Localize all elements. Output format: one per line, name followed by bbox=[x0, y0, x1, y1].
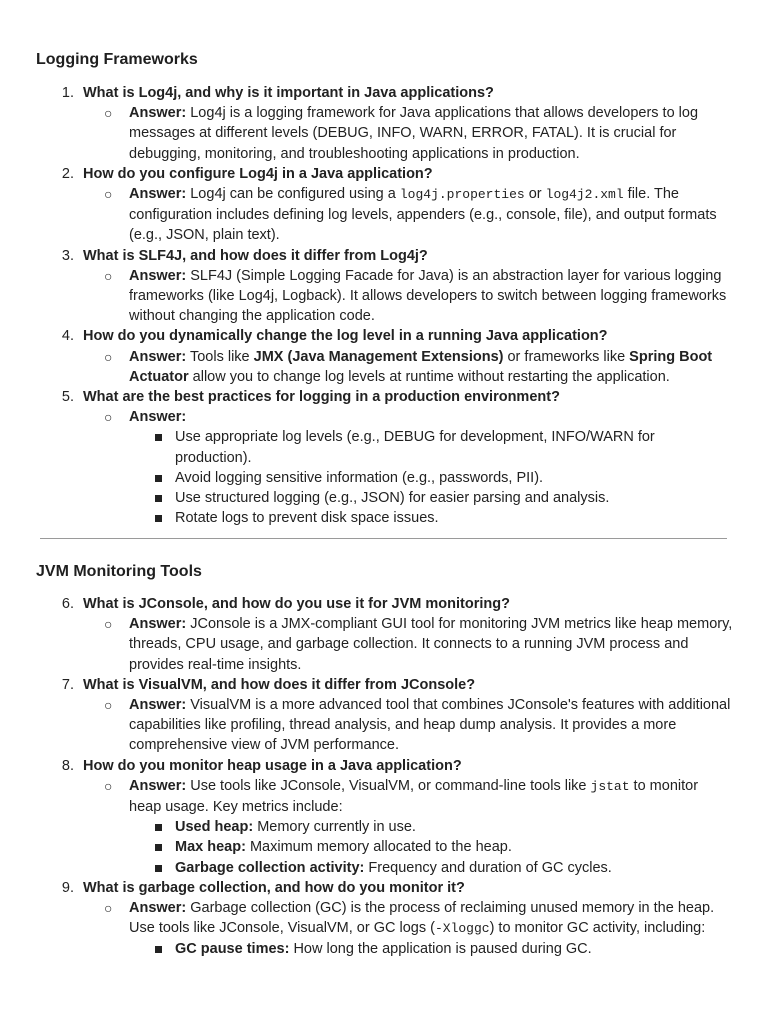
question-text: What are the best practices for logging in a production environment? bbox=[83, 389, 560, 406]
bullet-text: Use appropriate log levels (e.g., DEBUG for development, INFO/WARN for production). bbox=[175, 429, 655, 466]
answer-text: ) to monitor GC activity, including: bbox=[489, 920, 706, 937]
question-item-9 bbox=[0, 878, 768, 960]
answer-text: or frameworks like bbox=[503, 348, 630, 365]
question-number: 4. bbox=[61, 328, 74, 345]
filled-square-bullet-icon bbox=[155, 824, 162, 831]
bullet-text: Use structured logging (e.g., JSON) for easier parsing and analysis. bbox=[175, 490, 610, 507]
answer-block bbox=[0, 614, 768, 675]
answer-label: Answer: bbox=[129, 616, 187, 633]
answer-text: to monitor heap usage. Key metrics include: bbox=[129, 777, 699, 816]
question-text: What is VisualVM, and how does it differ from JConsole? bbox=[83, 676, 476, 693]
filled-square-bullet-icon bbox=[155, 515, 162, 522]
bullet-item bbox=[0, 858, 768, 878]
question-item-4 bbox=[0, 326, 768, 387]
hollow-circle-bullet-icon: ○ bbox=[104, 348, 113, 365]
filled-square-bullet-icon bbox=[155, 946, 162, 953]
answer-text: VisualVM is a more advanced tool that combines JConsole's features with additional capabilities like profiling, thread analysis, and heap dump analysis. It provides a more comprehensive view of JVM performance. bbox=[129, 697, 731, 754]
answer-block bbox=[0, 103, 768, 164]
hollow-circle-bullet-icon: ○ bbox=[104, 697, 113, 714]
answer-label: Answer: bbox=[129, 105, 187, 122]
bullet-item bbox=[0, 488, 768, 508]
answer-label: Answer: bbox=[129, 186, 187, 203]
hollow-circle-bullet-icon: ○ bbox=[104, 900, 113, 917]
question-text: How do you monitor heap usage in a Java application? bbox=[83, 757, 462, 774]
section-title-logging-frameworks: Logging Frameworks bbox=[36, 51, 198, 68]
filled-square-bullet-icon bbox=[155, 495, 162, 502]
question-item-5 bbox=[0, 387, 768, 528]
inline-code: log4j.properties bbox=[399, 187, 525, 203]
question-text: How do you configure Log4j in a Java application? bbox=[83, 165, 433, 182]
bullet-item bbox=[0, 939, 768, 959]
hollow-circle-bullet-icon: ○ bbox=[104, 409, 113, 426]
answer-block bbox=[0, 407, 768, 427]
answer-text: JConsole is a JMX-compliant GUI tool for monitoring JVM metrics like heap memory, threads, CPU usage, and garbage collection. It connects to a running JVM process and provides real-time insights. bbox=[129, 616, 733, 673]
answer-block bbox=[0, 776, 768, 817]
answer-label: Answer: bbox=[129, 267, 187, 284]
section-title-jvm-monitoring-tools: JVM Monitoring Tools bbox=[36, 563, 202, 580]
question-text: What is SLF4J, and how does it differ from Log4j? bbox=[83, 247, 428, 264]
question-text: How do you dynamically change the log level in a running Java application? bbox=[83, 328, 608, 345]
question-number: 2. bbox=[61, 165, 74, 182]
answer-block bbox=[0, 266, 768, 327]
question-item-2 bbox=[0, 164, 768, 246]
filled-square-bullet-icon bbox=[155, 865, 162, 872]
emphasis-text: Spring Boot Actuator bbox=[129, 348, 713, 385]
question-number: 1. bbox=[61, 85, 74, 101]
answer-text: file. The configuration includes defining log levels, appenders (e.g., console, file), and output formats (e.g., JSON, plain text). bbox=[129, 186, 717, 244]
answer-text: Use tools like JConsole, VisualVM, or command-line tools like bbox=[186, 777, 591, 794]
answer-label: Answer: bbox=[129, 409, 187, 426]
answer-label: Answer: bbox=[129, 348, 187, 365]
question-text: What is garbage collection, and how do you monitor it? bbox=[83, 879, 465, 896]
bullet-item bbox=[0, 468, 768, 488]
bullet-text: Memory currently in use. bbox=[253, 819, 416, 836]
bullet-term: Used heap: bbox=[175, 819, 254, 836]
logging-questions-list bbox=[0, 83, 768, 528]
hollow-circle-bullet-icon: ○ bbox=[104, 777, 113, 794]
question-text: What is JConsole, and how do you use it for JVM monitoring? bbox=[83, 596, 510, 612]
emphasis-text: JMX (Java Management Extensions) bbox=[253, 348, 504, 365]
answer-label: Answer: bbox=[129, 777, 187, 794]
bullet-item bbox=[0, 508, 768, 528]
answer-label: Answer: bbox=[129, 900, 187, 917]
answer-block bbox=[0, 695, 768, 756]
filled-square-bullet-icon bbox=[155, 844, 162, 851]
question-text: What is Log4j, and why is it important in Java applications? bbox=[83, 85, 494, 101]
question-number: 9. bbox=[61, 879, 74, 896]
answer-block bbox=[0, 184, 768, 246]
answer-text: Tools like bbox=[186, 348, 254, 365]
answer-label: Answer: bbox=[129, 697, 187, 714]
filled-square-bullet-icon bbox=[155, 475, 162, 482]
hollow-circle-bullet-icon: ○ bbox=[104, 186, 113, 203]
inline-code: jstat bbox=[590, 778, 630, 794]
bullet-item bbox=[0, 817, 768, 837]
bullet-term: GC pause times: bbox=[175, 941, 290, 958]
question-number: 5. bbox=[61, 389, 74, 406]
answer-block bbox=[0, 347, 768, 387]
question-number: 7. bbox=[61, 676, 74, 693]
answer-text: Log4j is a logging framework for Java applications that allows developers to log messages at different levels (DEBUG, INFO, WARN, ERROR, FATAL). It is crucial for debugging, monitoring, and troubleshooting applications in production. bbox=[129, 105, 699, 162]
answer-text: Log4j can be configured using a bbox=[186, 186, 400, 203]
section-divider bbox=[40, 538, 727, 539]
bullet-text: Rotate logs to prevent disk space issues. bbox=[175, 510, 439, 527]
inline-code: -Xloggc bbox=[434, 921, 490, 937]
jvm-questions-list bbox=[0, 594, 768, 960]
answer-text: SLF4J (Simple Logging Facade for Java) is an abstraction layer for various logging frameworks (like Log4j, Logback). It allows developers to switch between logging frameworks without changing the application code. bbox=[129, 267, 727, 325]
question-item-3 bbox=[0, 246, 768, 327]
question-item-1 bbox=[0, 83, 768, 164]
filled-square-bullet-icon bbox=[155, 434, 162, 441]
question-number: 8. bbox=[61, 757, 74, 774]
answer-text: or bbox=[524, 186, 546, 203]
answer-text: Garbage collection (GC) is the process of reclaiming unused memory in the heap. Use tools like JConsole, VisualVM, or GC logs ( bbox=[129, 900, 715, 937]
hollow-circle-bullet-icon: ○ bbox=[104, 616, 113, 633]
question-number: 6. bbox=[61, 596, 74, 612]
question-item-6 bbox=[0, 594, 768, 675]
bullet-term: Garbage collection activity: bbox=[175, 859, 365, 876]
bullet-text: Frequency and duration of GC cycles. bbox=[364, 859, 612, 876]
question-item-7 bbox=[0, 675, 768, 756]
question-number: 3. bbox=[61, 247, 74, 264]
question-item-8 bbox=[0, 756, 768, 878]
answer-text: allow you to change log levels at runtime without restarting the application. bbox=[188, 368, 670, 385]
inline-code: log4j2.xml bbox=[545, 187, 624, 203]
bullet-text: Maximum memory allocated to the heap. bbox=[245, 839, 512, 856]
hollow-circle-bullet-icon: ○ bbox=[104, 267, 113, 284]
hollow-circle-bullet-icon: ○ bbox=[104, 105, 113, 122]
bullet-term: Max heap: bbox=[175, 839, 246, 856]
bullet-item bbox=[0, 427, 768, 467]
bullet-text: How long the application is paused during GC. bbox=[289, 941, 592, 958]
answer-block bbox=[0, 898, 768, 939]
bullet-item bbox=[0, 837, 768, 857]
bullet-text: Avoid logging sensitive information (e.g., passwords, PII). bbox=[175, 469, 544, 486]
